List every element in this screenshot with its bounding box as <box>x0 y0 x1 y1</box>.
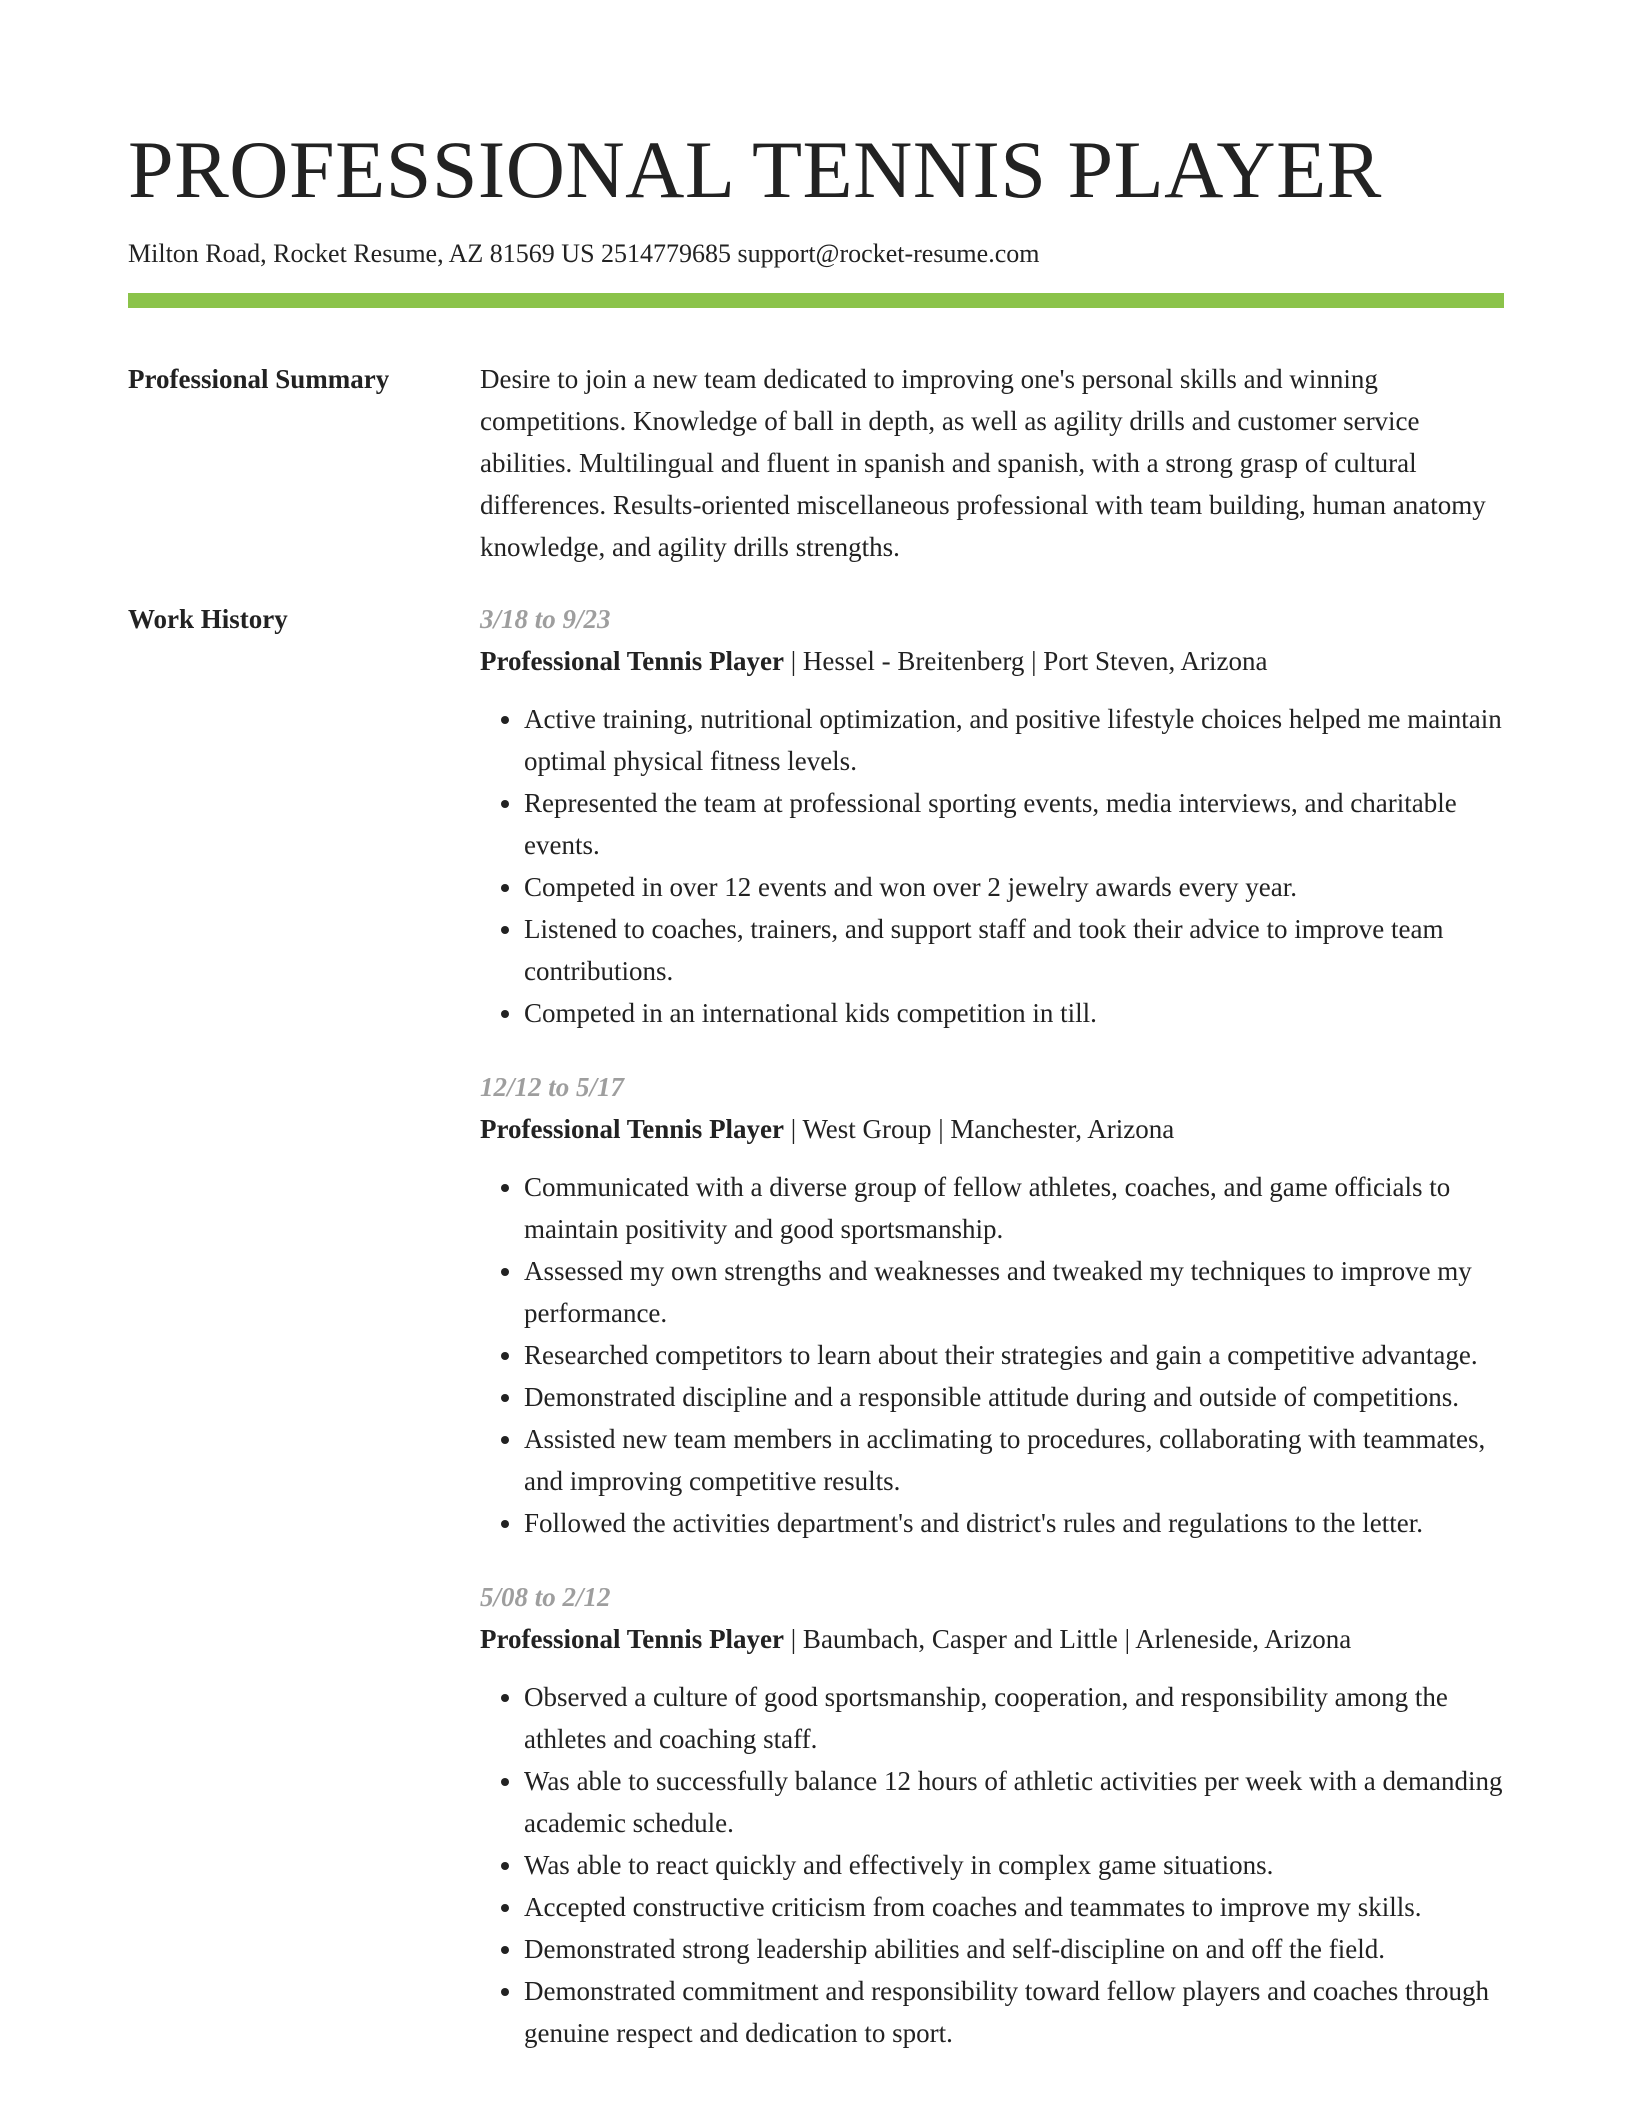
contact-line <box>128 236 1504 272</box>
work-history-body <box>480 598 1504 2086</box>
job-bullet: • Active training, nutritional optimization, and positive lifestyle choices helped me maintain optimal physical fitness levels. <box>524 698 1504 782</box>
job-bullet: • Was able to react quickly and effectively in complex game situations. <box>524 1844 1504 1886</box>
job-bullet: • Was able to successfully balance 12 hours of athletic activities per week with a demanding academic schedule. <box>524 1760 1504 1844</box>
job-bullet-list <box>480 698 1504 1034</box>
job-bullet: • Followed the activities department's and district's rules and regulations to the letter. <box>524 1502 1504 1544</box>
job-dates: 5/08 to 2/12 <box>480 1582 611 1612</box>
job-bullet-list <box>480 1166 1504 1544</box>
job-bullet: • Demonstrated commitment and responsibility toward fellow players and coaches through genuine respect and dedication to sport. <box>524 1970 1504 2054</box>
work-history-label: Work History <box>128 604 288 634</box>
work-history-section <box>128 598 1504 2086</box>
job-bullet: • Competed in an international kids competition in till. <box>524 992 1504 1034</box>
job-employer-location: | Baumbach, Casper and Little | Arleneside, Arizona <box>784 1624 1352 1654</box>
job-heading <box>480 640 1504 682</box>
job-title: Professional Tennis Player <box>480 646 785 676</box>
contact-phone: 2514779685 <box>601 239 732 268</box>
job-bullet: • Communicated with a diverse group of fellow athletes, coaches, and game officials to maintain positivity and good sportsmanship. <box>524 1166 1504 1250</box>
summary-section <box>128 358 1504 568</box>
job-bullet: • Researched competitors to learn about their strategies and gain a competitive advantage. <box>524 1334 1504 1376</box>
job-heading <box>480 1618 1504 1660</box>
job-bullet: • Demonstrated discipline and a responsible attitude during and outside of competitions. <box>524 1376 1504 1418</box>
contact-email: support@rocket-resume.com <box>737 239 1040 268</box>
job-bullet: • Accepted constructive criticism from coaches and teammates to improve my skills. <box>524 1886 1504 1928</box>
contact-address: Milton Road, Rocket Resume, AZ 81569 US <box>128 239 595 268</box>
summary-text: Desire to join a new team dedicated to improving one's personal skills and winning competitions. Knowledge of ball in depth, as well as agility drills and customer service abilities. Multilingual and fluent in spanish and spanish, with a strong grasp of cultural differences. Results-oriented miscellaneous professional with team building, human anatomy knowledge, and agility drills strengths. <box>480 364 1486 562</box>
header-divider <box>128 293 1504 308</box>
job-bullet: • Listened to coaches, trainers, and support staff and took their advice to improve team contributions. <box>524 908 1504 992</box>
job-title: Professional Tennis Player <box>480 1624 785 1654</box>
summary-label: Professional Summary <box>128 364 390 394</box>
job-title: Professional Tennis Player <box>480 1114 785 1144</box>
job-employer-location: | West Group | Manchester, Arizona <box>784 1114 1175 1144</box>
job-dates: 12/12 to 5/17 <box>480 1072 625 1102</box>
resume-page <box>128 0 1504 2086</box>
job-bullet-list <box>480 1676 1504 2054</box>
job-entry <box>480 598 1504 1034</box>
job-bullet: • Assisted new team members in acclimating to procedures, collaborating with teammates, and improving competitive results. <box>524 1418 1504 1502</box>
resume-name: PROFESSIONAL TENNIS PLAYER <box>128 124 1382 215</box>
job-employer-location: | Hessel - Breitenberg | Port Steven, Arizona <box>784 646 1268 676</box>
job-entry <box>480 1576 1504 2054</box>
job-dates: 3/18 to 9/23 <box>480 604 611 634</box>
job-heading <box>480 1108 1504 1150</box>
job-bullet: • Demonstrated strong leadership abilities and self-discipline on and off the field. <box>524 1928 1504 1970</box>
job-bullet: • Assessed my own strengths and weaknesses and tweaked my techniques to improve my performance. <box>524 1250 1504 1334</box>
job-bullet: • Represented the team at professional sporting events, media interviews, and charitable events. <box>524 782 1504 866</box>
job-bullet: • Observed a culture of good sportsmanship, cooperation, and responsibility among the athletes and coaching staff. <box>524 1676 1504 1760</box>
job-entry <box>480 1066 1504 1544</box>
summary-body <box>480 358 1504 568</box>
job-bullet: • Competed in over 12 events and won over 2 jewelry awards every year. <box>524 866 1504 908</box>
